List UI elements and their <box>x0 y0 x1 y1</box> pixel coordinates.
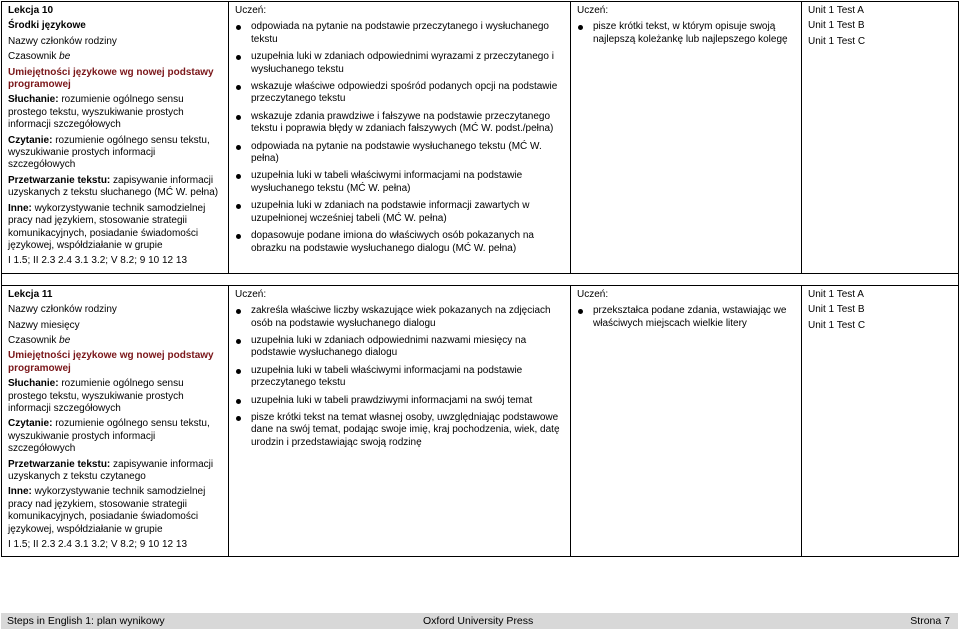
goal-item: zakreśla właściwe liczby wskazujące wiek pokazanych na zdjęciach osób na podstawie wysłuchanego dialogu <box>235 305 564 330</box>
goal-item: wskazuje zdania prawdziwe i fałszywe na podstawie przeczytanego tekstu i poprawia błędy w zdaniach fałszywych (MĆ W. podst./pełna) <box>235 111 564 136</box>
goal-item: odpowiada na pytanie na podstawie wysłuchanego tekstu (MĆ W. pełna) <box>235 141 564 166</box>
skill-text: wykorzystywanie technik samodzielnej pracy nad językiem, stosowanie strategii komunikacyjnych, posiadanie świadomości językowej, współdziałanie w grupie <box>8 486 206 535</box>
skill-label: Czytanie: <box>8 418 53 430</box>
skill-entry <box>8 94 222 131</box>
goal-item: uzupełnia luki w tabeli właściwymi informacjami na podstawie przeczytanego tekstu <box>235 365 564 390</box>
skill-text: wykorzystywanie technik samodzielnej pracy nad językiem, stosowanie strategii komunikacyjnych, posiadanie świadomości językowej, współdziałanie w grupie <box>8 202 206 251</box>
skill-label: Przetwarzanie tekstu: <box>8 174 111 186</box>
skill-text: rozumienie ogólnego sensu tekstu, wyszukiwanie prostych informacji szczegółowych <box>8 134 210 171</box>
lesson-title: Lekcja 10 <box>8 5 54 16</box>
footer-publisher: Oxford University Press <box>423 615 534 627</box>
basic-goals-cell <box>229 285 571 557</box>
skill-entry <box>8 378 222 415</box>
skill-text: zapisywanie informacji uzyskanych z tekstu czytanego <box>8 458 214 482</box>
language-item-text: Czasownik <box>8 334 60 346</box>
uczen-label: Uczeń: <box>577 288 609 300</box>
skill-text: rozumienie ogólnego sensu tekstu, wyszukiwanie prostych informacji szczegółowych <box>8 418 210 455</box>
lesson-row <box>2 2 959 274</box>
language-item: I 1.5; II 2.3 2.4 3.1 3.2; V 8.2; 9 10 12 13 <box>8 539 188 551</box>
goal-item: uzupełnia luki w zdaniach odpowiednimi wyrazami z przeczytanego i wysłuchanego tekstu <box>235 51 564 76</box>
lesson-info-cell <box>2 285 229 557</box>
language-item: Nazwy członków rodziny <box>8 304 117 316</box>
goal-item: pisze krótki tekst na temat własnej osoby, uwzględniając podstawowe dane na swój temat, podając swoje imię, kraj pochodzenia, wiek, datę urodzin i przedstawiając swoją rodzinę <box>235 412 564 449</box>
test-item: Unit 1 Test A <box>808 5 864 16</box>
test-item: Unit 1 Test C <box>808 319 866 331</box>
test-item: Unit 1 Test B <box>808 304 865 316</box>
skill-text: rozumienie ogólnego sensu prostego tekstu, wyszukiwanie prostych informacji szczegółowych <box>8 94 184 131</box>
skill-label: Czytanie: <box>8 134 53 146</box>
skill-label: Słuchanie: <box>8 94 59 106</box>
skills-heading: Umiejętności językowe wg nowej podstawy programowej <box>8 66 214 91</box>
skills-heading: Umiejętności językowe wg nowej podstawy programowej <box>8 350 214 374</box>
goal-item: uzupełnia luki w tabeli prawdziwymi informacjami na swój temat <box>235 395 564 407</box>
language-item: I 1.5; II 2.3 2.4 3.1 3.2; V 8.2; 9 10 12 13 <box>8 255 188 267</box>
language-item: Środki językowe <box>8 20 86 32</box>
test-item: Unit 1 Test B <box>808 20 865 32</box>
goal-item: wskazuje właściwe odpowiedzi spośród podanych opcji na podstawie przeczytanego tekstu <box>235 81 564 106</box>
goal-item: uzupełnia luki w tabeli właściwymi informacjami na podstawie wysłuchanego tekstu (MĆ W. pełna) <box>235 170 564 195</box>
skill-entry <box>8 135 222 172</box>
language-item <box>8 335 222 347</box>
lesson-plan-table <box>1 1 959 557</box>
goal-item: pisze krótki tekst, w którym opisuje swoją najlepszą koleżankę lub najlepszego kolegę <box>577 21 795 46</box>
goal-item: odpowiada na pytanie na podstawie przeczytanego i wysłuchanego tekstu <box>235 21 564 46</box>
uczen-label: Uczeń: <box>235 288 267 300</box>
tests-cell <box>802 285 959 557</box>
uczen-label: Uczeń: <box>577 5 609 16</box>
skill-entry <box>8 459 222 484</box>
skill-entry <box>8 175 222 200</box>
language-item-italic: be <box>59 334 71 346</box>
lesson-title: Lekcja 11 <box>8 288 53 300</box>
skill-text: rozumienie ogólnego sensu prostego tekstu, wyszukiwanie prostych informacji szczegółowych <box>8 378 184 414</box>
footer-page-number: Strona 7 <box>910 615 950 627</box>
test-item: Unit 1 Test C <box>808 35 866 47</box>
skill-entry <box>8 203 222 253</box>
skill-label: Inne: <box>8 486 32 498</box>
basic-goals-cell <box>229 2 571 274</box>
footer-book-title: Steps in English 1: plan wynikowy <box>7 615 165 627</box>
language-item-italic: be <box>59 51 71 63</box>
skill-entry <box>8 486 222 536</box>
goal-item: uzupełnia luki w zdaniach na podstawie informacji zawartych w uzupełnionej wcześniej tabeli (MĆ W. pełna) <box>235 200 564 225</box>
extended-goals-cell <box>571 2 802 274</box>
language-item: Nazwy miesięcy <box>8 319 80 331</box>
language-item: Nazwy członków rodziny <box>8 35 117 47</box>
goal-item: przekształca podane zdania, wstawiając we właściwych miejscach wielkie litery <box>577 305 795 330</box>
skill-text: zapisywanie informacji uzyskanych z tekstu słuchanego (MĆ W. pełna) <box>8 174 219 199</box>
page-footer <box>1 613 958 629</box>
test-item: Unit 1 Test A <box>808 288 864 300</box>
language-item <box>8 51 222 63</box>
language-item-text: Czasownik <box>8 51 60 63</box>
goal-item: dopasowuje podane imiona do właściwych osób pokazanych na obrazku na podstawie wysłuchanego dialogu (MĆ W. pełna) <box>235 230 564 255</box>
skill-label: Przetwarzanie tekstu: <box>8 458 111 470</box>
lesson-row <box>2 285 959 557</box>
lesson-info-cell <box>2 2 229 274</box>
skill-label: Słuchanie: <box>8 378 59 390</box>
goal-item: uzupełnia luki w zdaniach odpowiednimi nazwami miesięcy na podstawie wysłuchanego dialogu <box>235 335 564 360</box>
tests-cell <box>802 2 959 274</box>
skill-label: Inne: <box>8 202 32 214</box>
extended-goals-cell <box>571 285 802 557</box>
skill-entry <box>8 418 222 455</box>
uczen-label: Uczeń: <box>235 5 267 16</box>
